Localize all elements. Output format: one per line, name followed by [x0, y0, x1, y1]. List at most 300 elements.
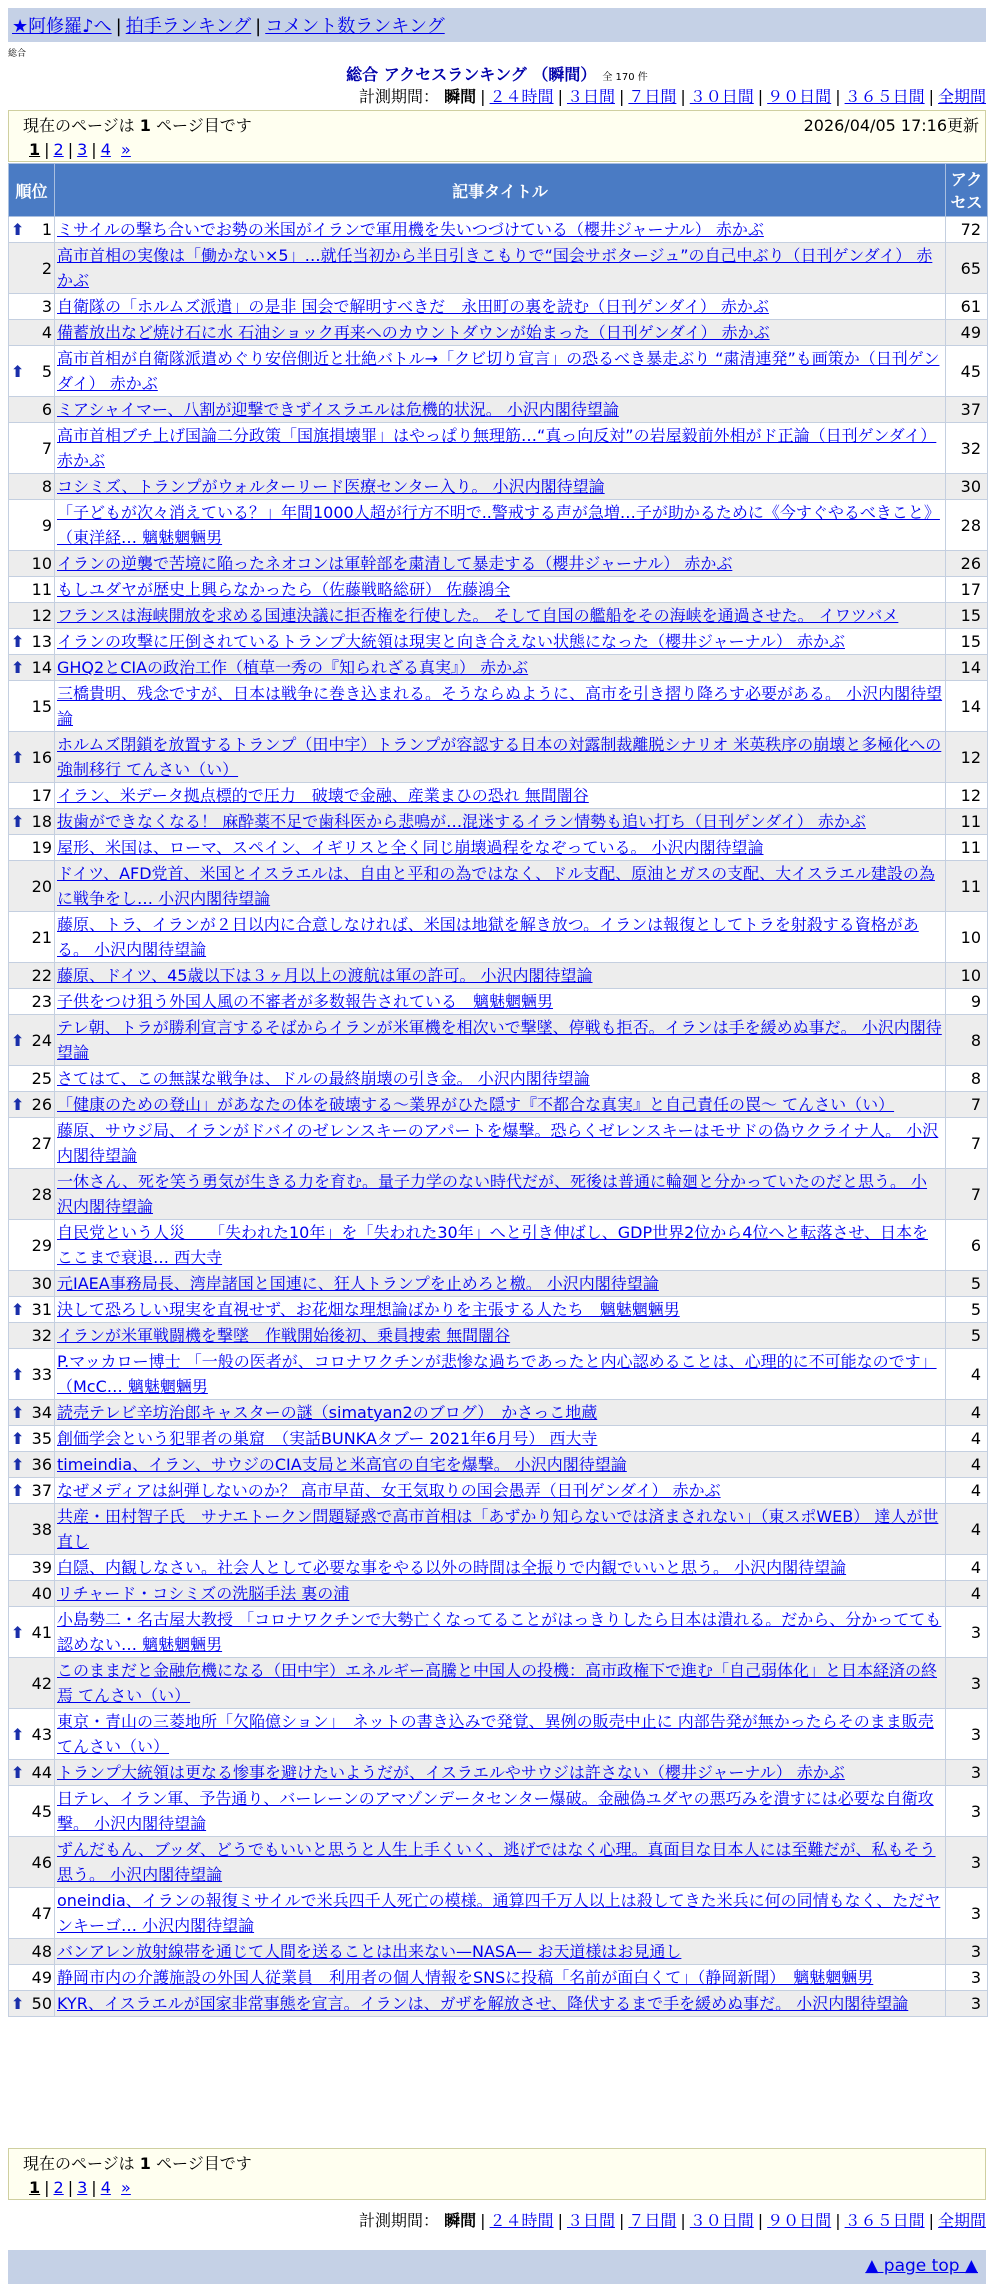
table-row [9, 681, 988, 732]
access-count: 10 [946, 912, 988, 963]
rank-cell [9, 655, 55, 681]
article-title-link[interactable]: 藤原、ドイツ、45歳以下は３ヶ月以上の渡航は軍の許可。 小沢内閣待望論 [57, 966, 593, 985]
period-link-30d[interactable]: ３０日間 [689, 2211, 754, 2230]
rank-number: 3 [41, 297, 52, 316]
rank-cell [9, 423, 55, 474]
rank-cell [9, 500, 55, 551]
column-header-access-text: アクセス [950, 170, 983, 212]
access-count: 3 [946, 1965, 988, 1991]
ranking-table-body [9, 217, 988, 2017]
page-link-1[interactable]: 1 [29, 2178, 41, 2197]
period-link-all[interactable]: 全期間 [937, 2211, 986, 2230]
table-row [9, 1555, 988, 1581]
table-row [9, 1760, 988, 1786]
rank-number: 10 [31, 554, 52, 573]
rank-number: 19 [31, 838, 52, 857]
page-link-4[interactable]: 4 [100, 2178, 111, 2197]
article-title-link[interactable]: バンアレン放射線帯を通じて人間を送ることは出来ない—NASA— お天道様はお見通し [57, 1942, 682, 1961]
table-row [9, 1271, 988, 1297]
page-title [0, 62, 994, 85]
title-cell [55, 1271, 946, 1297]
article-title-link[interactable]: なぜメディアは糾弾しないのか？ 高市早苗、女王気取りの国会愚弄（日刊ゲンダイ） 赤かぶ [57, 1481, 721, 1500]
rank-number: 50 [31, 1994, 52, 2013]
title-cell [55, 1555, 946, 1581]
article-title-link[interactable]: 静岡市内の介護施設の外国人従業員 利用者の個人情報をSNSに投稿「名前が面白くて」（静岡新聞） 魑魅魍魎男 [57, 1968, 874, 1987]
period-selector-top [359, 84, 986, 107]
article-title-link[interactable]: イランの攻撃に圧倒されているトランプ大統領は現実と向き合えない状態になった（櫻井ジャーナル） 赤かぶ [57, 632, 845, 651]
title-cell [55, 783, 946, 809]
title-cell [55, 1837, 946, 1888]
access-count: 15 [946, 629, 988, 655]
access-count: 4 [946, 1452, 988, 1478]
access-count: 37 [946, 397, 988, 423]
rank-cell [9, 1504, 55, 1555]
rank-number: 20 [31, 876, 52, 896]
table-row [9, 1015, 988, 1066]
up-arrow-icon: ⬆ [11, 361, 25, 381]
table-row [9, 861, 988, 912]
rank-number: 9 [41, 515, 52, 535]
period-separator: | [557, 2211, 563, 2230]
title-cell [55, 217, 946, 243]
up-arrow-icon: ⬆ [11, 1429, 25, 1448]
rank-number: 33 [31, 1364, 52, 1384]
article-title-link[interactable]: さてはて、この無謀な戦争は、ドルの最終崩壊の引き金。 小沢内閣待望論 [57, 1069, 590, 1088]
article-title-link[interactable]: 元IAEA事務局長、湾岸諸国と国連に、狂人トランプを止めろと檄。 小沢内閣待望論 [57, 1274, 659, 1293]
rank-cell [9, 1452, 55, 1478]
rank-number: 31 [31, 1300, 52, 1319]
period-link-24h[interactable]: ２４時間 [489, 2211, 554, 2230]
access-count: 9 [946, 989, 988, 1015]
rank-cell [9, 629, 55, 655]
access-count: 10 [946, 963, 988, 989]
table-row [9, 1888, 988, 1939]
article-title-link[interactable]: 藤原、トラ、イランが２日以内に合意しなければ、米国は地獄を解き放つ。イランは報復としてトラを射殺する資格がある。 小沢内閣待望論 [57, 915, 919, 959]
pager-bottom [8, 2148, 986, 2200]
title-cell [55, 551, 946, 577]
access-count: 61 [946, 294, 988, 320]
article-title-link[interactable]: テレ朝、トラが勝利宣言するそばからイランが米軍機を相次いで撃墜、停戦も拒否。イランは手を緩めぬ事だ。 小沢内閣待望論 [57, 1018, 942, 1062]
table-row [9, 1607, 988, 1658]
access-count: 12 [946, 732, 988, 783]
page-link-3[interactable]: 3 [77, 140, 88, 159]
period-separator: | [757, 2211, 764, 2230]
article-title-link[interactable]: 高市首相の実像は「働かない×5」…就任当初から半日引きこもりで“国会サボタージュ”の自己中ぶり（日刊ゲンダイ） 赤かぶ [57, 246, 933, 290]
article-title-link[interactable]: 白隠、内観しなさい。社会人として必要な事をやる以外の時間は全振りで内観でいいと思う。 小沢内閣待望論 [57, 1558, 847, 1577]
access-count: 7 [946, 1169, 988, 1220]
title-cell [55, 1709, 946, 1760]
period-separator: | [928, 87, 934, 106]
page-next-link[interactable]: » [121, 140, 131, 159]
page-separator: | [91, 140, 97, 159]
table-row [9, 1837, 988, 1888]
article-title-link[interactable]: このままだと金融危機になる（田中宇）エネルギー高騰と中国人の投機：高市政権下で進む「自己弱体化」と日本経済の終焉 てんさい（い） [57, 1661, 938, 1705]
title-cell [55, 1607, 946, 1658]
page-separator: | [44, 2178, 50, 2197]
title-cell [55, 474, 946, 500]
title-cell [55, 732, 946, 783]
title-cell [55, 1066, 946, 1092]
table-row [9, 577, 988, 603]
access-count: 4 [946, 1478, 988, 1504]
table-row [9, 1323, 988, 1349]
article-title-link[interactable]: KYR、イスラエルが国家非常事態を宣言。イランは、ガザを解放させ、降伏するまで手を緩めぬ事だ。 小沢内閣待望論 [57, 1994, 909, 2013]
access-count: 32 [946, 423, 988, 474]
rank-cell [9, 681, 55, 732]
access-count: 11 [946, 861, 988, 912]
up-arrow-icon: ⬆ [11, 747, 25, 767]
rank-number: 25 [31, 1069, 52, 1088]
article-title-link[interactable]: 屋形、米国は、ローマ、スペイン、イギリスと全く同じ崩壊過程をなぞっている。 小沢内閣待望論 [57, 838, 764, 857]
table-row [9, 1581, 988, 1607]
rank-number: 23 [31, 992, 52, 1011]
up-arrow-icon: ⬆ [11, 220, 25, 239]
article-title-link[interactable]: ミサイルの撃ち合いでお勢の米国がイランで軍用機を失いつづけている（櫻井ジャーナル） 赤かぶ [57, 220, 764, 239]
period-link-365d[interactable]: ３６５日間 [844, 87, 925, 106]
article-title-link[interactable]: 東京・青山の三菱地所「欠陥億ション」 ネットの書き込みで発覚、異例の販売中止に 内部告発が無かったらそのまま販売 てんさい（い） [57, 1712, 934, 1756]
rank-number: 30 [31, 1274, 52, 1293]
period-label: 計測期間： [359, 87, 440, 106]
title-cell [55, 809, 946, 835]
title-cell [55, 397, 946, 423]
access-count: 12 [946, 783, 988, 809]
access-count: 5 [946, 1323, 988, 1349]
access-count: 49 [946, 320, 988, 346]
title-cell [55, 1118, 946, 1169]
title-cell [55, 1220, 946, 1271]
period-link-7d[interactable]: ７日間 [628, 87, 677, 106]
rank-number: 44 [31, 1763, 52, 1782]
period-link-90d[interactable]: ９０日間 [767, 2211, 832, 2230]
period-link-90d[interactable]: ９０日間 [767, 87, 832, 106]
access-count: 6 [946, 1220, 988, 1271]
access-count: 65 [946, 243, 988, 294]
table-row [9, 629, 988, 655]
page-separator: | [91, 2178, 97, 2197]
article-title-link[interactable]: 子供をつけ狙う外国人風の不審者が多数報告されている 魑魅魍魎男 [57, 992, 554, 1011]
article-title-link[interactable]: トランプ大統領は更なる惨事を避けたいようだが、イスラエルやサウジは許さない（櫻井ジャーナル） 赤かぶ [57, 1763, 845, 1782]
title-cell [55, 1965, 946, 1991]
access-count: 30 [946, 474, 988, 500]
rank-cell [9, 1271, 55, 1297]
access-count: 3 [946, 1837, 988, 1888]
access-count: 3 [946, 1607, 988, 1658]
rank-cell [9, 320, 55, 346]
pager-current-page: 1 [139, 116, 151, 135]
article-title-link[interactable]: oneindia、イランの報復ミサイルで米兵四千人死亡の模様。通算四千万人以上は殺してきた米兵に何の同情もなく、ただヤンキーゴ… 小沢内閣待望論 [57, 1891, 941, 1935]
rank-number: 27 [31, 1133, 52, 1153]
up-arrow-icon: ⬆ [11, 632, 25, 651]
article-title-link[interactable]: イラン、米データ拠点標的で圧力 破壊で金融、産業まひの恐れ 無間闇谷 [57, 786, 589, 805]
period-link-3d[interactable]: ３日間 [566, 87, 615, 106]
title-cell [55, 963, 946, 989]
period-link-3d[interactable]: ３日間 [566, 2211, 615, 2230]
rank-number: 32 [31, 1326, 52, 1345]
title-cell [55, 294, 946, 320]
table-row [9, 1786, 988, 1837]
up-arrow-icon: ⬆ [11, 1455, 25, 1474]
article-title-link[interactable]: 高市首相が自衛隊派遣めぐり安倍側近と壮絶バトル→「クビ切り宣言」の恐るべき暴走ぶり “粛清連発”も画策か（日刊ゲンダイ） 赤かぶ [57, 349, 940, 393]
article-title-link[interactable]: リチャード・コシミズの洗脳手法 裏の浦 [57, 1584, 350, 1603]
rank-cell [9, 1991, 55, 2017]
table-row [9, 1504, 988, 1555]
rank-number: 13 [31, 632, 52, 651]
table-header-row [9, 164, 988, 217]
rank-number: 15 [31, 696, 52, 716]
title-cell [55, 1323, 946, 1349]
title-cell [55, 1991, 946, 2017]
period-link-7d[interactable]: ７日間 [628, 2211, 677, 2230]
title-cell [55, 1015, 946, 1066]
period-separator: | [618, 87, 625, 106]
title-cell [55, 1452, 946, 1478]
page-separator: | [67, 2178, 74, 2197]
article-title-link[interactable]: 読売テレビ辛坊治郎キャスターの謎（simatyan2のブログ） かさっこ地蔵 [57, 1403, 598, 1422]
page-next-link[interactable]: » [121, 2178, 131, 2197]
table-row [9, 1297, 988, 1323]
rank-number: 24 [31, 1030, 52, 1050]
title-cell [55, 1426, 946, 1452]
access-count: 8 [946, 1015, 988, 1066]
article-title-link[interactable]: ドイツ、AFD党首、米国とイスラエルは、自由と平和の為ではなく、ドル支配、原油とガスの支配、大イスラエル建設の為に戦争をし… 小沢内閣待望論 [57, 864, 935, 908]
table-row [9, 294, 988, 320]
table-row [9, 1426, 988, 1452]
article-title-link[interactable]: P.マッカロー博士 「一般の医者が、コロナワクチンが悲惨な過ちであったと内心認めることは、心理的に不可能なのです」（McC… 魑魅魍魎男 [57, 1352, 937, 1396]
access-count: 3 [946, 1786, 988, 1837]
title-cell [55, 835, 946, 861]
table-row [9, 1400, 988, 1426]
up-arrow-icon: ⬆ [11, 1403, 25, 1422]
period-link-all[interactable]: 全期間 [937, 87, 986, 106]
table-row [9, 423, 988, 474]
title-cell [55, 603, 946, 629]
access-count: 5 [946, 1271, 988, 1297]
article-title-link[interactable]: 藤原、サウジ局、イランがドバイのゼレンスキーのアパートを爆撃。恐らくゼレンスキーはモサドの偽ウクライナ人。 小沢内閣待望論 [57, 1121, 939, 1165]
article-title-link[interactable]: ミアシャイマー、八割が迎撃できずイスラエルは危機的状況。 小沢内閣待望論 [57, 400, 619, 419]
rank-number: 42 [31, 1673, 52, 1693]
rank-number: 29 [31, 1235, 52, 1255]
rank-number: 49 [31, 1968, 52, 1987]
column-header-rank [9, 164, 55, 217]
rank-cell [9, 783, 55, 809]
article-title-link[interactable]: フランスは海峡開放を求める国連決議に拒否権を行使した。 そして自国の艦船をその海峡を通過させた。 イワツバメ [57, 606, 899, 625]
rank-number: 38 [31, 1519, 52, 1539]
article-title-link[interactable]: timeindia、イラン、サウジのCIA支局と米高官の自宅を爆撃。 小沢内閣待望論 [57, 1455, 627, 1474]
rank-number: 39 [31, 1558, 52, 1577]
access-count: 11 [946, 835, 988, 861]
top-nav-bar [8, 8, 986, 42]
rank-cell [9, 1786, 55, 1837]
rank-number: 40 [31, 1584, 52, 1603]
title-cell [55, 1349, 946, 1400]
column-header-rank-text: 順位 [15, 181, 48, 201]
rank-number: 48 [31, 1942, 52, 1961]
column-header-access [946, 164, 988, 217]
article-title-link[interactable]: ホルムズ閉鎖を放置するトランプ（田中宇）トランプが容認する日本の対露制裁離脱シナリオ 米英秩序の崩壊と多極化への強制移行 てんさい（い） [57, 735, 942, 779]
page-top-link[interactable]: ▲ page top ▲ [865, 2256, 978, 2276]
access-count: 4 [946, 1504, 988, 1555]
rank-cell [9, 1323, 55, 1349]
rank-cell [9, 1607, 55, 1658]
article-title-link[interactable]: 高市首相ブチ上げ国論二分政策「国旗損壊罪」はやっぱり無理筋…“真っ向反対”の岩屋毅前外相がド正論（日刊ゲンダイ） 赤かぶ [57, 426, 937, 470]
up-arrow-icon: ⬆ [11, 1481, 25, 1500]
title-cell [55, 243, 946, 294]
access-count: 4 [946, 1400, 988, 1426]
table-row [9, 500, 988, 551]
category-label: 総合 [8, 49, 27, 59]
title-cell [55, 320, 946, 346]
title-cell [55, 1888, 946, 1939]
access-count: 28 [946, 500, 988, 551]
article-title-link[interactable]: 一休さん、死を笑う勇気が生きる力を育む。量子力学のない時代だが、死後は普通に輪廻と分かっていたのだと思う。 小沢内閣待望論 [57, 1172, 928, 1216]
article-title-link[interactable]: 創価学会という犯罪者の巣窟 （実話BUNKAタブー 2021年6月号） 西大寺 [57, 1429, 598, 1448]
rank-number: 28 [31, 1184, 52, 1204]
table-row [9, 603, 988, 629]
footer-bar [8, 2250, 986, 2284]
article-title-link[interactable]: イランが米軍戦闘機を撃墜 作戦開始後初、乗員捜索 無間闇谷 [57, 1326, 511, 1345]
rank-number: 4 [41, 323, 52, 342]
period-separator: | [680, 2211, 686, 2230]
table-row [9, 397, 988, 423]
rank-cell [9, 294, 55, 320]
page-link-4[interactable]: 4 [100, 140, 111, 159]
rank-cell [9, 474, 55, 500]
access-count: 7 [946, 1092, 988, 1118]
up-arrow-icon: ⬆ [11, 1364, 25, 1384]
title-cell [55, 1478, 946, 1504]
article-title-link[interactable]: 備蓄放出など焼け石に水 石油ショック再来へのカウントダウンが始まった（日刊ゲンダイ） 赤かぶ [57, 323, 770, 342]
title-cell [55, 1504, 946, 1555]
article-title-link[interactable]: 「子どもが次々消えている？」年間1000人超が行方不明で..警戒する声が急増…子が助かるために《今すぐやるべきこと》（東洋経… 魑魅魍魎男 [57, 503, 940, 547]
rank-cell [9, 1939, 55, 1965]
access-count: 17 [946, 577, 988, 603]
rank-number: 17 [31, 786, 52, 805]
rank-number: 22 [31, 966, 52, 985]
period-link-365d[interactable]: ３６５日間 [844, 2211, 925, 2230]
rank-number: 18 [31, 812, 52, 831]
up-arrow-icon: ⬆ [11, 1095, 25, 1114]
period-current: 瞬間 [444, 87, 477, 106]
rank-number: 36 [31, 1455, 52, 1474]
rank-cell [9, 1658, 55, 1709]
rank-cell [9, 989, 55, 1015]
article-title-link[interactable]: 共産・田村智子氏 サナエトークン問題疑惑で高市首相は「あずかり知らないでは済まされない」（東スポWEB） 達人が世直し [57, 1507, 939, 1551]
table-row [9, 655, 988, 681]
access-count: 3 [946, 1939, 988, 1965]
table-row [9, 835, 988, 861]
page-link-1[interactable]: 1 [29, 140, 41, 159]
article-title-link[interactable]: コシミズ、トランプがウォルターリード医療センター入り。 小沢内閣待望論 [57, 477, 605, 496]
rank-number: 41 [31, 1622, 52, 1642]
up-arrow-icon: ⬆ [11, 1300, 25, 1319]
rank-cell [9, 1965, 55, 1991]
period-separator: | [928, 2211, 934, 2230]
article-title-link[interactable]: 日テレ、イラン軍、予告通り、バーレーンのアマゾンデータセンター爆破。金融偽ユダヤの悪巧みを潰すには必要な自衛攻撃。 小沢内閣待望論 [57, 1789, 934, 1833]
rank-cell [9, 1555, 55, 1581]
nav-link-clap-ranking[interactable]: 拍手ランキング [125, 16, 252, 37]
rank-cell [9, 1066, 55, 1092]
article-title-link[interactable]: 三橋貴明、残念ですが、日本は戦争に巻き込まれる。そうならぬように、高市を引き摺り降ろす必要がある。 小沢内閣待望論 [57, 684, 943, 728]
up-arrow-icon: ⬆ [11, 812, 25, 831]
article-title-link[interactable]: イランの逆襲で苦境に陥ったネオコンは軍幹部を粛清して暴走する（櫻井ジャーナル） 赤かぶ [57, 554, 733, 573]
access-count: 72 [946, 217, 988, 243]
article-title-link[interactable]: 抜歯ができなくなる！ 麻酔薬不足で歯科医から悲鳴が…混迷するイラン情勢も追い打ち（日刊ゲンダイ） 赤かぶ [57, 812, 866, 831]
title-cell [55, 1169, 946, 1220]
rank-number: 5 [41, 361, 52, 381]
rank-cell [9, 963, 55, 989]
article-title-link[interactable]: 自民党という人災 「失われた10年」を「失われた30年」へと引き伸ばし、GDP世界2位から4位へと転落させ、日本をここまで衰退… 西大寺 [57, 1223, 928, 1267]
article-title-link[interactable]: もしユダヤが歴史上興らなかったら（佐藤戦略総研） 佐藤鴻全 [57, 580, 511, 599]
page-separator: | [67, 140, 74, 159]
page-link-2[interactable]: 2 [53, 2178, 64, 2197]
article-title-link[interactable]: 決して恐ろしい現実を直視せず、お花畑な理想論ばかりを主張する人たち 魑魅魍魎男 [57, 1300, 680, 1319]
access-count: 4 [946, 1581, 988, 1607]
pager-top [8, 110, 986, 162]
rank-number: 12 [31, 606, 52, 625]
page-link-2[interactable]: 2 [53, 140, 64, 159]
rank-number: 34 [31, 1403, 52, 1422]
rank-number: 37 [31, 1481, 52, 1500]
table-row [9, 912, 988, 963]
pager-text-after: ページ目です [156, 116, 252, 135]
title-cell [55, 1939, 946, 1965]
rank-cell [9, 1581, 55, 1607]
title-cell [55, 912, 946, 963]
access-count: 3 [946, 1991, 988, 2017]
access-count: 7 [946, 1118, 988, 1169]
table-row [9, 1709, 988, 1760]
nav-link-ashura-home[interactable]: ★阿修羅♪へ [12, 16, 112, 37]
rank-cell [9, 1015, 55, 1066]
period-separator: | [618, 2211, 625, 2230]
rank-number: 6 [41, 400, 52, 419]
access-count: 4 [946, 1555, 988, 1581]
article-title-link[interactable]: ずんだもん、ブッダ、どうでもいいと思うと人生上手くいく、逃げではなく心理。真面目な日本人には至難だが、私もそう思う。 小沢内閣待望論 [57, 1840, 936, 1884]
up-arrow-icon: ⬆ [11, 1622, 25, 1642]
table-row [9, 1066, 988, 1092]
article-title-link[interactable]: 「健康のための登山」があなたの体を破壊する～業界がひた隠す『不都合な真実』と自己責任の罠～ てんさい（い） [57, 1095, 895, 1114]
page-link-3[interactable]: 3 [77, 2178, 88, 2197]
access-count: 4 [946, 1426, 988, 1452]
access-count: 3 [946, 1760, 988, 1786]
column-header-title: 記事タイトル [55, 164, 946, 217]
period-link-30d[interactable]: ３０日間 [689, 87, 754, 106]
nav-link-comment-ranking[interactable]: コメント数ランキング [265, 16, 445, 37]
article-title-link[interactable]: 自衛隊の「ホルムズ派遣」の是非 国会で解明すべきだ 永田町の裏を読む（日刊ゲンダイ） 赤かぶ [57, 297, 769, 316]
rank-number: 2 [41, 258, 52, 278]
article-title-link[interactable]: GHQ2とCIAの政治工作（植草一秀の『知られざる真実』） 赤かぶ [57, 658, 529, 677]
access-count: 14 [946, 681, 988, 732]
access-count: 15 [946, 603, 988, 629]
table-row [9, 1939, 988, 1965]
pager-current-page: 1 [139, 2154, 151, 2173]
rank-cell [9, 1426, 55, 1452]
table-row [9, 1118, 988, 1169]
period-separator: | [557, 87, 563, 106]
article-title-link[interactable]: 小島勢二・名古屋大教授 「コロナワクチンで大勢亡くなってることがはっきりしたら日本は潰れる。だから、分かってても認めない… 魑魅魍魎男 [57, 1610, 942, 1654]
rank-number: 47 [31, 1903, 52, 1923]
rank-cell [9, 397, 55, 423]
title-cell [55, 1400, 946, 1426]
access-count: 26 [946, 551, 988, 577]
period-selector-bottom [359, 2208, 986, 2231]
table-row [9, 243, 988, 294]
rank-cell [9, 346, 55, 397]
up-arrow-icon: ⬆ [11, 1724, 25, 1744]
nav-separator: | [255, 16, 262, 37]
period-link-24h[interactable]: ２４時間 [489, 87, 554, 106]
access-count: 14 [946, 655, 988, 681]
